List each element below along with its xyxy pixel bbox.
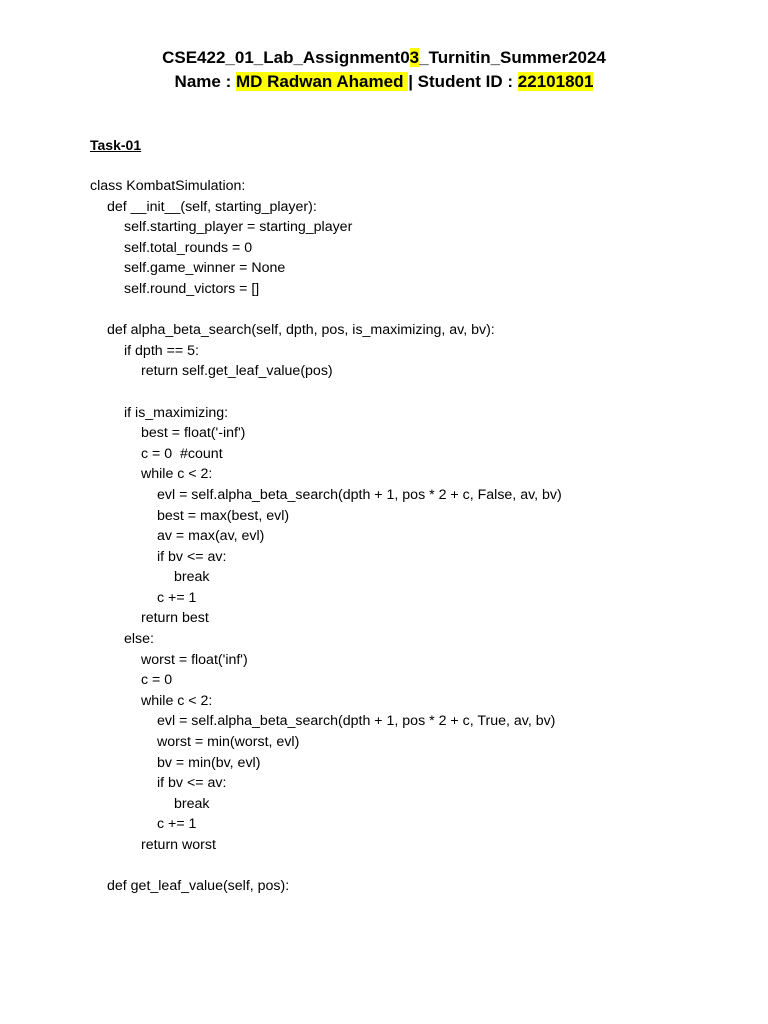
student-name: MD Radwan Ahamed xyxy=(235,72,409,91)
code-line: worst = float('inf') xyxy=(141,651,248,668)
code-line: evl = self.alpha_beta_search(dpth + 1, pos * 2 + c, False, av, bv) xyxy=(157,486,562,503)
code-line: best = max(best, evl) xyxy=(157,507,290,524)
code-line: c += 1 xyxy=(157,589,197,606)
code-line: if is_maximizing: xyxy=(124,404,229,421)
name-label: Name : xyxy=(174,72,236,91)
code-line: c += 1 xyxy=(157,816,197,833)
code-line: def alpha_beta_search(self, dpth, pos, is_maximizing, av, bv): xyxy=(107,322,495,339)
code-line: self.starting_player = starting_player xyxy=(124,219,353,236)
student-id: 22101801 xyxy=(517,72,594,91)
code-line: def __init__(self, starting_player): xyxy=(107,198,317,215)
task-heading: Task-01 xyxy=(90,137,142,153)
code-line: c = 0 #count xyxy=(141,445,223,462)
code-line: av = max(av, evl) xyxy=(157,528,265,545)
code-line: best = float('-inf') xyxy=(141,425,246,442)
code-line: worst = min(worst, evl) xyxy=(157,734,300,751)
code-line: if bv <= av: xyxy=(157,775,227,792)
code-line: self.total_rounds = 0 xyxy=(124,239,253,256)
code-line: bv = min(bv, evl) xyxy=(157,754,261,771)
code-line: def get_leaf_value(self, pos): xyxy=(107,878,290,895)
code-line: return best xyxy=(141,610,209,627)
code-line: break xyxy=(174,569,210,586)
title-prefix: CSE422_01_Lab_Assignment0 xyxy=(162,48,410,67)
code-line: return worst xyxy=(141,837,216,853)
code-line: c = 0 xyxy=(141,672,173,689)
title-highlight: 3 xyxy=(409,48,420,67)
code-line: while c < 2: xyxy=(141,466,213,483)
code-blank-line xyxy=(90,382,562,403)
code-line: while c < 2: xyxy=(141,692,213,709)
code-line: return self.get_leaf_value(pos) xyxy=(141,363,333,380)
student-id-label: | Student ID : xyxy=(408,72,518,91)
code-line: else: xyxy=(124,631,154,648)
code-blank-line xyxy=(90,300,562,321)
code-line: if bv <= av: xyxy=(157,548,227,565)
title-suffix: _Turnitin_Summer2024 xyxy=(419,48,606,67)
code-line: break xyxy=(174,795,210,812)
code-line: if dpth == 5: xyxy=(124,342,199,359)
code-line: class KombatSimulation: xyxy=(90,178,246,194)
document-title xyxy=(0,48,768,68)
code-line: self.round_victors = [] xyxy=(124,280,260,297)
student-info-line xyxy=(0,72,768,92)
code-line: evl = self.alpha_beta_search(dpth + 1, pos * 2 + c, True, av, bv) xyxy=(157,713,556,730)
code-line: self.game_winner = None xyxy=(124,260,286,277)
code-block xyxy=(90,176,562,897)
code-blank-line xyxy=(90,856,562,877)
